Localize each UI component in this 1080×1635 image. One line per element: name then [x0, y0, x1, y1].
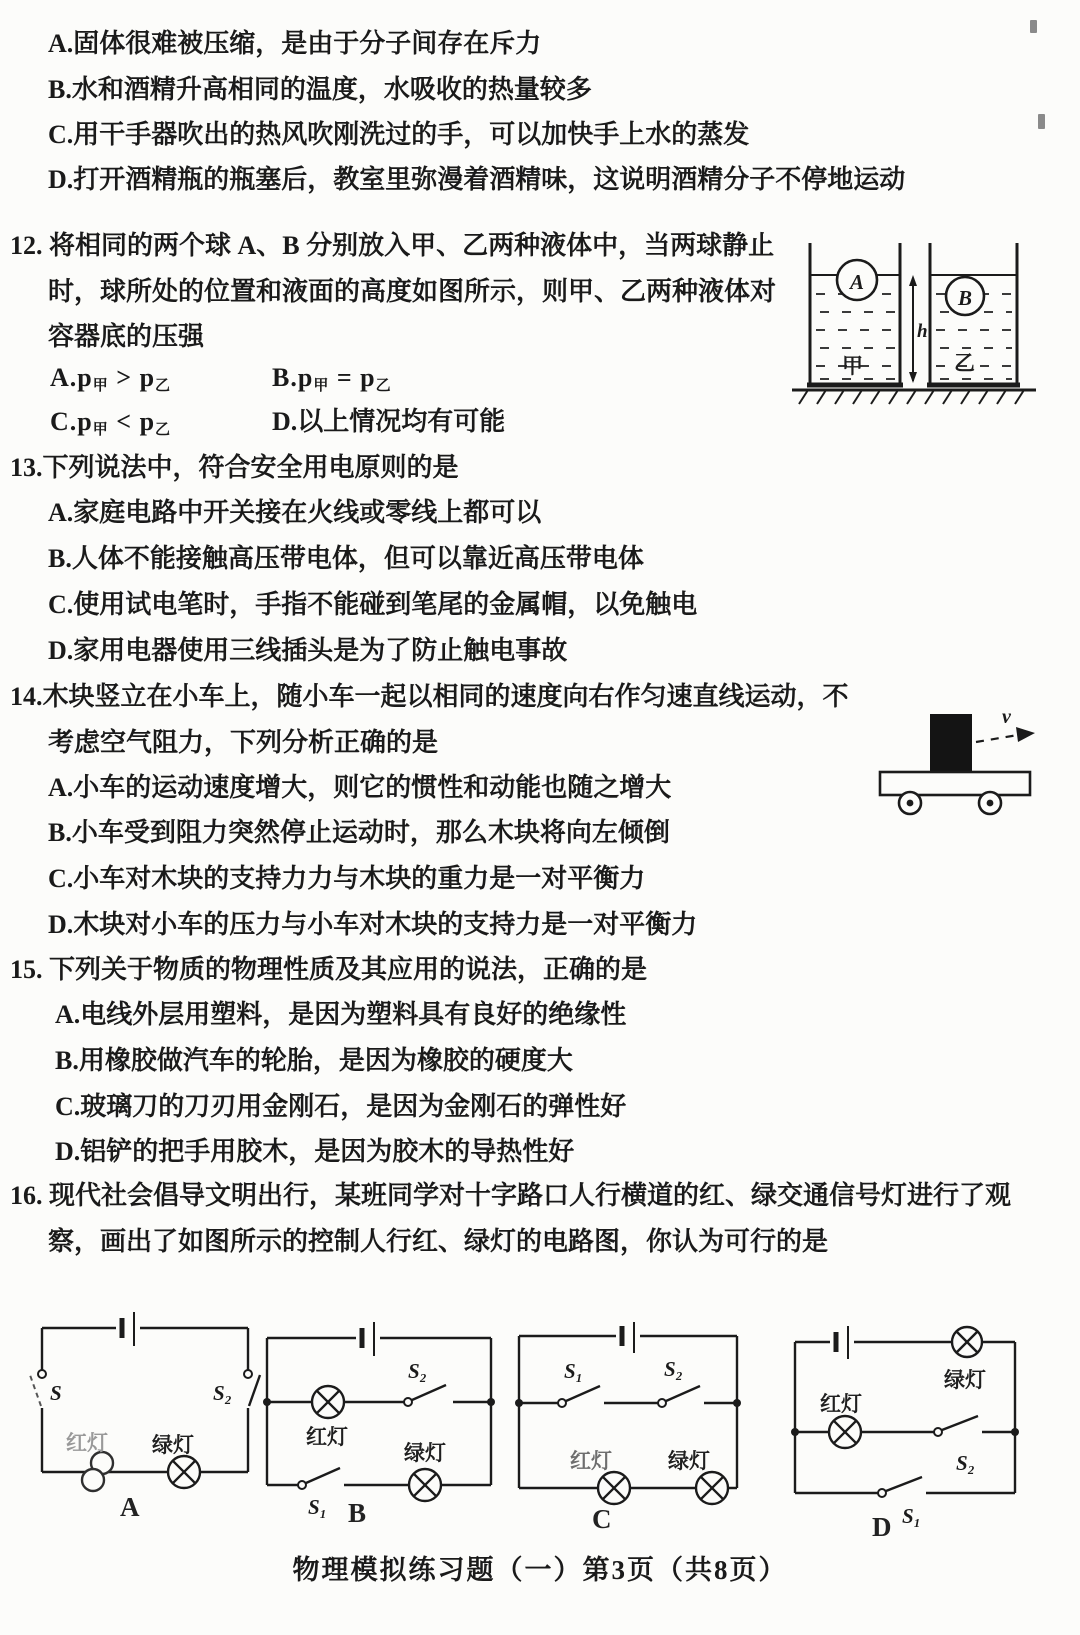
q12-option-c-text: C.p	[50, 407, 93, 436]
lamp-icon	[409, 1469, 441, 1501]
beaker-left-label: 甲	[842, 354, 863, 378]
battery-icon	[122, 1312, 134, 1346]
q15-option-b: B.用橡胶做汽车的轮胎，是因为橡胶的硬度大	[55, 1046, 573, 1075]
battery-icon	[836, 1326, 848, 1359]
q11-option-c: C.用干手器吹出的热风吹刚洗过的手，可以加快手上水的蒸发	[48, 120, 750, 149]
q12-option-c-sub1: 甲	[92, 422, 109, 438]
q12-option-a	[50, 362, 171, 396]
q13-option-d: D.家用电器使用三线插头是为了防止触电事故	[48, 636, 568, 665]
circuit-c-label: C	[592, 1504, 612, 1534]
circuit-d-switch-mid-label: S₂	[956, 1451, 976, 1475]
lamp-icon	[312, 1386, 344, 1418]
beaker-right-label: 乙	[954, 351, 975, 375]
circuit-d-figure	[786, 1325, 1026, 1535]
circuit-d-switch-bottom-label: S₁	[902, 1504, 922, 1528]
junction-dot	[733, 1399, 741, 1407]
lamp-icon	[696, 1472, 728, 1504]
q14-stem-line2: 考虑空气阻力，下列分析正确的是	[48, 728, 439, 757]
lamp-icon	[952, 1327, 982, 1357]
circuit-b-red-lamp-label: 红灯	[306, 1425, 348, 1449]
circuit-a-red-lamp-label: 红灯	[66, 1431, 108, 1455]
junction-dot	[515, 1399, 523, 1407]
circuit-a-switch-left-label: S	[50, 1381, 62, 1405]
circuit-a-switch-right-label: S₂	[213, 1381, 233, 1405]
q12-option-b	[272, 362, 392, 396]
circuit-a-figure	[28, 1312, 263, 1524]
q12-option-a-sub1: 甲	[92, 378, 109, 394]
page-footer: 物理模拟练习题（一）第3页（共8页）	[292, 1555, 788, 1585]
circuit-b-green-lamp-label: 绿灯	[404, 1441, 446, 1465]
junction-dot	[1011, 1428, 1019, 1436]
q12-beakers-figure	[790, 238, 1040, 410]
velocity-label: v	[1002, 706, 1011, 728]
circuit-c-green-lamp-label: 绿灯	[668, 1449, 710, 1473]
switch-icon	[558, 1386, 600, 1407]
circuit-c-switch2-label: S₂	[664, 1357, 684, 1381]
junction-dot	[791, 1428, 799, 1436]
circuit-d-green-lamp-label: 绿灯	[944, 1368, 986, 1392]
wheel-icon	[899, 792, 921, 814]
circuit-b-wires	[267, 1338, 491, 1485]
q15-option-c: C.玻璃刀的刀刃用金刚石，是因为金刚石的弹性好	[55, 1092, 627, 1121]
height-arrow-icon	[909, 275, 917, 383]
q14-option-b: B.小车受到阻力突然停止运动时，那么木块将向左倾倒	[48, 818, 670, 847]
circuit-a-green-lamp-label: 绿灯	[152, 1433, 194, 1457]
wheel-icon	[979, 792, 1001, 814]
switch-icon	[404, 1385, 446, 1406]
q12-option-b-mid: = p	[329, 363, 376, 392]
q12-option-a-text: A.p	[50, 363, 93, 392]
q16-stem-line1: 16. 现代社会倡导文明出行，某班同学对十字路口人行横道的红、绿交通信号灯进行了观	[10, 1181, 1012, 1210]
velocity-arrow-icon	[976, 727, 1035, 742]
q11-option-d: D.打开酒精瓶的瓶塞后，教室里弥漫着酒精味，这说明酒精分子不停地运动	[48, 165, 906, 194]
circuit-b-figure	[258, 1322, 498, 1522]
q15-option-d: D.铝铲的把手用胶木，是因为胶木的导热性好	[55, 1137, 575, 1166]
q12-option-b-text: B.p	[272, 363, 314, 392]
cart-platform	[880, 772, 1030, 795]
q12-option-c-sub2: 乙	[155, 422, 172, 438]
q11-option-b: B.水和酒精升高相同的温度，水吸收的热量较多	[48, 75, 592, 104]
ball-b-icon	[946, 277, 984, 315]
scan-artifact	[1030, 20, 1037, 33]
switch-icon	[30, 1370, 46, 1406]
q15-option-a: A.电线外层用塑料，是因为塑料具有良好的绝缘性	[55, 1000, 627, 1029]
q11-option-a: A.固体很难被压缩，是由于分子间存在斥力	[48, 29, 542, 58]
q14-option-c: C.小车对木块的支持力力与木块的重力是一对平衡力	[48, 864, 646, 893]
q14-cart-figure	[872, 706, 1042, 818]
ball-b-label: B	[958, 286, 973, 310]
lamp-icon	[598, 1472, 630, 1504]
circuit-d-red-lamp-label: 红灯	[820, 1392, 862, 1416]
ball-a-icon	[837, 260, 877, 300]
lamp-icon	[829, 1416, 861, 1448]
q16-stem-line2: 察，画出了如图所示的控制人行红、绿灯的电路图，你认为可行的是	[48, 1227, 829, 1256]
q13-stem: 13.下列说法中，符合安全用电原则的是	[10, 453, 459, 482]
switch-icon	[878, 1477, 922, 1497]
q12-stem-line2: 时，球所处的位置和液面的高度如图所示，则甲、乙两种液体对	[48, 277, 777, 306]
q13-option-b: B.人体不能接触高压带电体，但可以靠近高压带电体	[48, 544, 644, 573]
q14-stem-line1: 14.木块竖立在小车上，随小车一起以相同的速度向右作匀速直线运动，不	[10, 682, 849, 711]
q12-option-a-sub2: 乙	[155, 378, 172, 394]
q13-option-a: A.家庭电路中开关接在火线或零线上都可以	[48, 498, 542, 527]
block-icon	[930, 714, 972, 772]
junction-dot	[487, 1398, 495, 1406]
switch-icon	[934, 1416, 978, 1436]
circuit-c-red-lamp-label: 红灯	[570, 1449, 612, 1473]
circuit-b-switch-bottom-label: S₁	[308, 1495, 328, 1519]
junction-dot	[263, 1398, 271, 1406]
q12-option-d: D.以上情况均有可能	[272, 407, 506, 436]
circuit-b-switch-mid-label: S₂	[408, 1359, 428, 1383]
circuit-c-switch1-label: S₁	[564, 1359, 584, 1383]
circuit-d-wires	[795, 1342, 1015, 1493]
circuit-c-figure	[510, 1322, 750, 1522]
battery-icon	[362, 1322, 374, 1356]
q12-stem-line3: 容器底的压强	[48, 322, 205, 351]
height-label: h	[917, 321, 928, 342]
q12-option-a-mid: > p	[108, 363, 156, 392]
battery-icon	[622, 1322, 634, 1353]
circuit-a-label: A	[120, 1492, 140, 1522]
q12-option-c-mid: < p	[108, 407, 156, 436]
switch-icon	[298, 1468, 340, 1489]
q15-stem: 15. 下列关于物质的物理性质及其应用的说法，正确的是	[10, 955, 648, 984]
ground-hatch	[792, 390, 1036, 404]
lamp-icon	[82, 1452, 113, 1491]
scan-artifact	[1038, 114, 1045, 129]
circuit-b-label: B	[348, 1498, 367, 1528]
lamp-icon	[168, 1456, 200, 1488]
circuit-d-label: D	[872, 1512, 892, 1542]
q12-stem-line1: 12. 将相同的两个球 A、B 分别放入甲、乙两种液体中，当两球静止	[10, 231, 775, 260]
q14-option-a: A.小车的运动速度增大，则它的惯性和动能也随之增大	[48, 773, 672, 802]
q14-option-d: D.木块对小车的压力与小车对木块的支持力是一对平衡力	[48, 910, 698, 939]
ball-a-label: A	[850, 270, 865, 294]
q13-option-c: C.使用试电笔时，手指不能碰到笔尾的金属帽，以免触电	[48, 590, 698, 619]
switch-icon	[658, 1386, 700, 1407]
q12-option-c	[50, 406, 171, 440]
q12-option-b-sub2: 乙	[375, 378, 392, 394]
q12-option-b-sub1: 甲	[313, 378, 330, 394]
